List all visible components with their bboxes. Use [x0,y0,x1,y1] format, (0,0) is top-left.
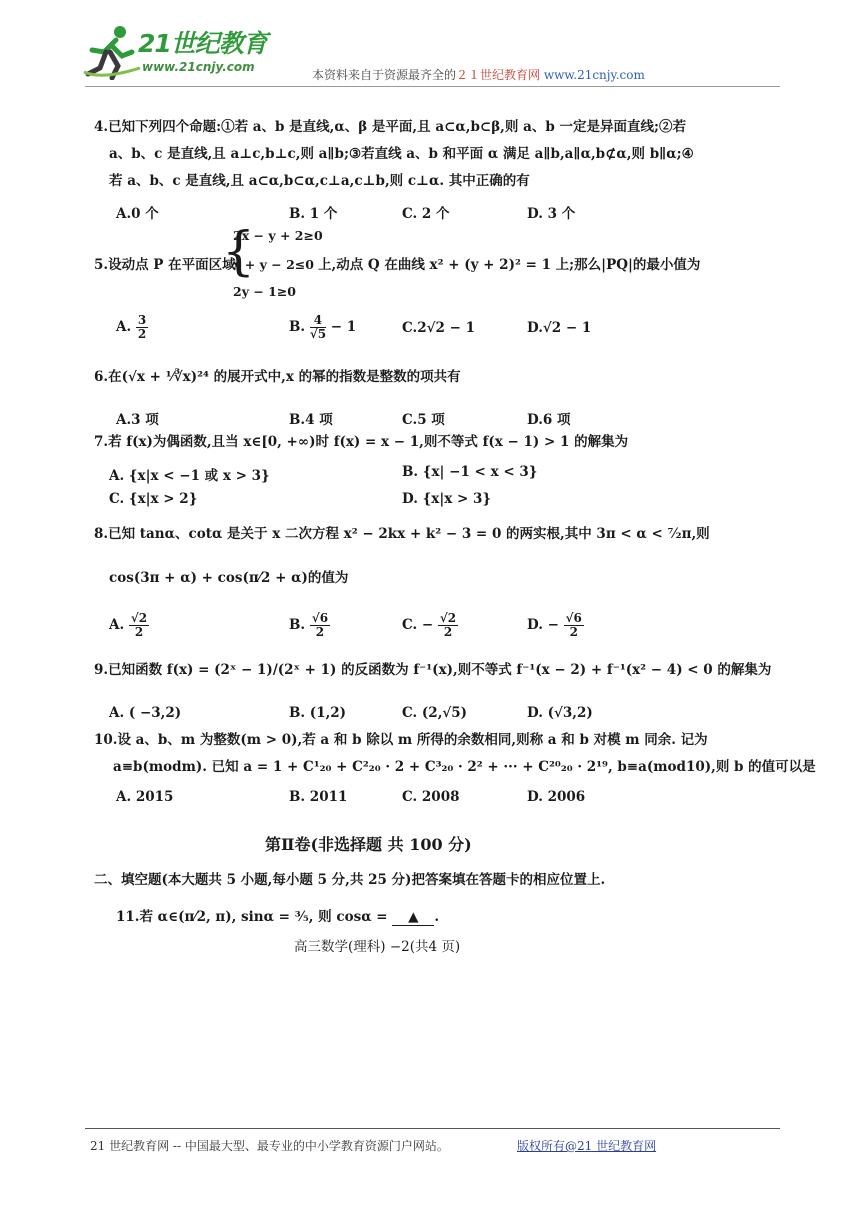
q7-text: 7.若 f(x)为偶函数,且当 x∈[0, +∞)时 f(x) = x − 1,则不等式 f(x − 1) > 1 的解集为 [94,434,629,450]
q10-option-d: D. 2006 [527,789,586,805]
q7-option-c: C. {x|x > 2} [109,491,198,507]
q4-line2: a、b、c 是直线,且 a⊥c,b⊥c,则 a∥b;③若直线 a、b 和平面 α 满足 a∥b,a∥α,b⊄α,则 b∥α;④ [109,146,694,162]
q7-option-a: A. {x|x < −1 或 x > 3} [109,468,270,484]
page-label: 高三数学(理科) −2(共4 页) [294,939,461,955]
logo-text: 21世纪教育 [138,29,267,58]
q4-line3: 若 a、b、c 是直线,且 a⊂α,b⊂α,c⊥a,c⊥b,则 c⊥α. 其中正确的有 [109,173,530,189]
copyright-link[interactable]: 版权所有@21 世纪教育网 [517,1139,657,1153]
q5-option-a: A. $\frac{3}{2}$ [116,313,147,342]
q4-option-b: B. 1 个 [289,206,338,222]
q10-line2: a≡b(modm). 已知 a = 1 + C¹₂₀ + C²₂₀ · 2 + C³₂₀ · 2² + ··· + C²⁰₂₀ · 2¹⁹, b≡a(mod10),则 b 的值可以是 [113,759,816,775]
q4-option-c: C. 2 个 [402,206,450,222]
q11-line: 11.若 α∈(π⁄2, π), sinα = ³⁄₅, 则 cosα = ▲ . [116,909,440,925]
q8-option-b: B. $\frac{√6}{2}$ [289,611,329,640]
site-logo [82,22,282,80]
section-instruction: 二、填空题(本大题共 5 小题,每小题 5 分,共 25 分)把答案填在答题卡的相应位置上. [94,872,606,888]
q8-line2: cos(3π + α) + cos(π⁄2 + α)的值为 [109,570,349,586]
q5-inequality-3: 2y − 1≥0 [233,284,297,299]
section-title: 第Ⅱ卷(非选择题 共 100 分) [265,835,472,854]
q5-suffix: 上,动点 Q 在曲线 x² + (y + 2)² = 1 上;那么|PQ|的最小值为 [318,257,701,273]
q5-option-b: B. $\frac{4}{√5}$ − 1 [289,313,357,342]
q6-text: 6.在(√x + ¹⁄∛x)²⁴ 的展开式中,x 的幂的指数是整数的项共有 [94,369,461,385]
logo-url: www.21cnjy.com [142,60,255,74]
header-divider [85,86,780,87]
q8-option-c: C. − $\frac{√2}{2}$ [402,611,457,640]
fraction: $\frac{√2}{2}$ [130,611,148,640]
q9-option-b: B. (1,2) [289,705,347,721]
q5-option-d: D.√2 − 1 [527,320,592,336]
header-link[interactable]: www.21cnjy.com [543,68,645,82]
q6-option-c: C.5 项 [402,412,445,428]
system-brace: { [222,222,256,282]
q7-option-b: B. {x| −1 < x < 3} [402,464,538,480]
header-tagline [312,66,645,83]
fraction: $\frac{4}{√5}$ [309,313,327,342]
q9-option-a: A. ( −3,2) [109,705,182,721]
q9-text: 9.已知函数 f(x) = (2ˣ − 1)/(2ˣ + 1) 的反函数为 f⁻¹(x),则不等式 f⁻¹(x − 2) + f⁻¹(x² − 4) < 0 的解集为 [94,662,772,678]
q4-option-a: A.0 个 [116,206,159,222]
answer-blank: ▲ [392,911,434,926]
q4-option-d: D. 3 个 [527,206,576,222]
q6-option-a: A.3 项 [116,412,159,428]
fraction: $\frac{√6}{2}$ [311,611,329,640]
q9-option-c: C. (2,√5) [402,705,468,721]
q6-option-b: B.4 项 [289,412,333,428]
q10-option-a: A. 2015 [116,789,174,805]
tagline-prefix: 本资料来自于资源最齐全的 [312,68,457,82]
q10-option-b: B. 2011 [289,789,348,805]
q5-prefix: 5.设动点 P 在平面区域 [94,257,236,273]
footer-text: 21 世纪教育网 -- 中国最大型、最专业的中小学教育资源门户网站。 [90,1139,449,1153]
q10-line1: 10.设 a、b、m 为整数(m > 0),若 a 和 b 除以 m 所得的余数相同,则称 a 和 b 对模 m 同余. 记为 [94,732,708,748]
tagline-site: ２１世纪教育网 [456,68,541,82]
q4-line1: 4.已知下列四个命题:①若 a、b 是直线,α、β 是平面,且 a⊂α,b⊂β,则 a、b 一定是异面直线;②若 [94,119,686,135]
footer-divider [85,1128,780,1129]
fraction: $\frac{√2}{2}$ [439,611,457,640]
q9-option-d: D. (√3,2) [527,705,593,721]
fraction: $\frac{√6}{2}$ [565,611,582,640]
q8-line1: 8.已知 tanα、cotα 是关于 x 二次方程 x² − 2kx + k² − 3 = 0 的两实根,其中 3π < α < ⁷⁄₂π,则 [94,526,710,542]
q5-inequality-2: x + y − 2≤0 [233,257,314,272]
q5-option-c: C.2√2 − 1 [402,320,475,336]
q11-text: 11.若 α∈(π⁄2, π), sinα = ³⁄₅, 则 cosα = [116,909,393,925]
q6-option-d: D.6 项 [527,412,571,428]
q7-option-d: D. {x|x > 3} [402,491,492,507]
q8-option-d: D. − $\frac{√6}{2}$ [527,611,582,640]
runner-logo-icon [82,22,142,80]
q8-option-a: A. $\frac{√2}{2}$ [109,611,148,640]
q10-option-c: C. 2008 [402,789,460,805]
q5-inequality-1: 2x − y + 2≥0 [233,228,323,243]
fraction: $\frac{3}{2}$ [137,313,147,342]
